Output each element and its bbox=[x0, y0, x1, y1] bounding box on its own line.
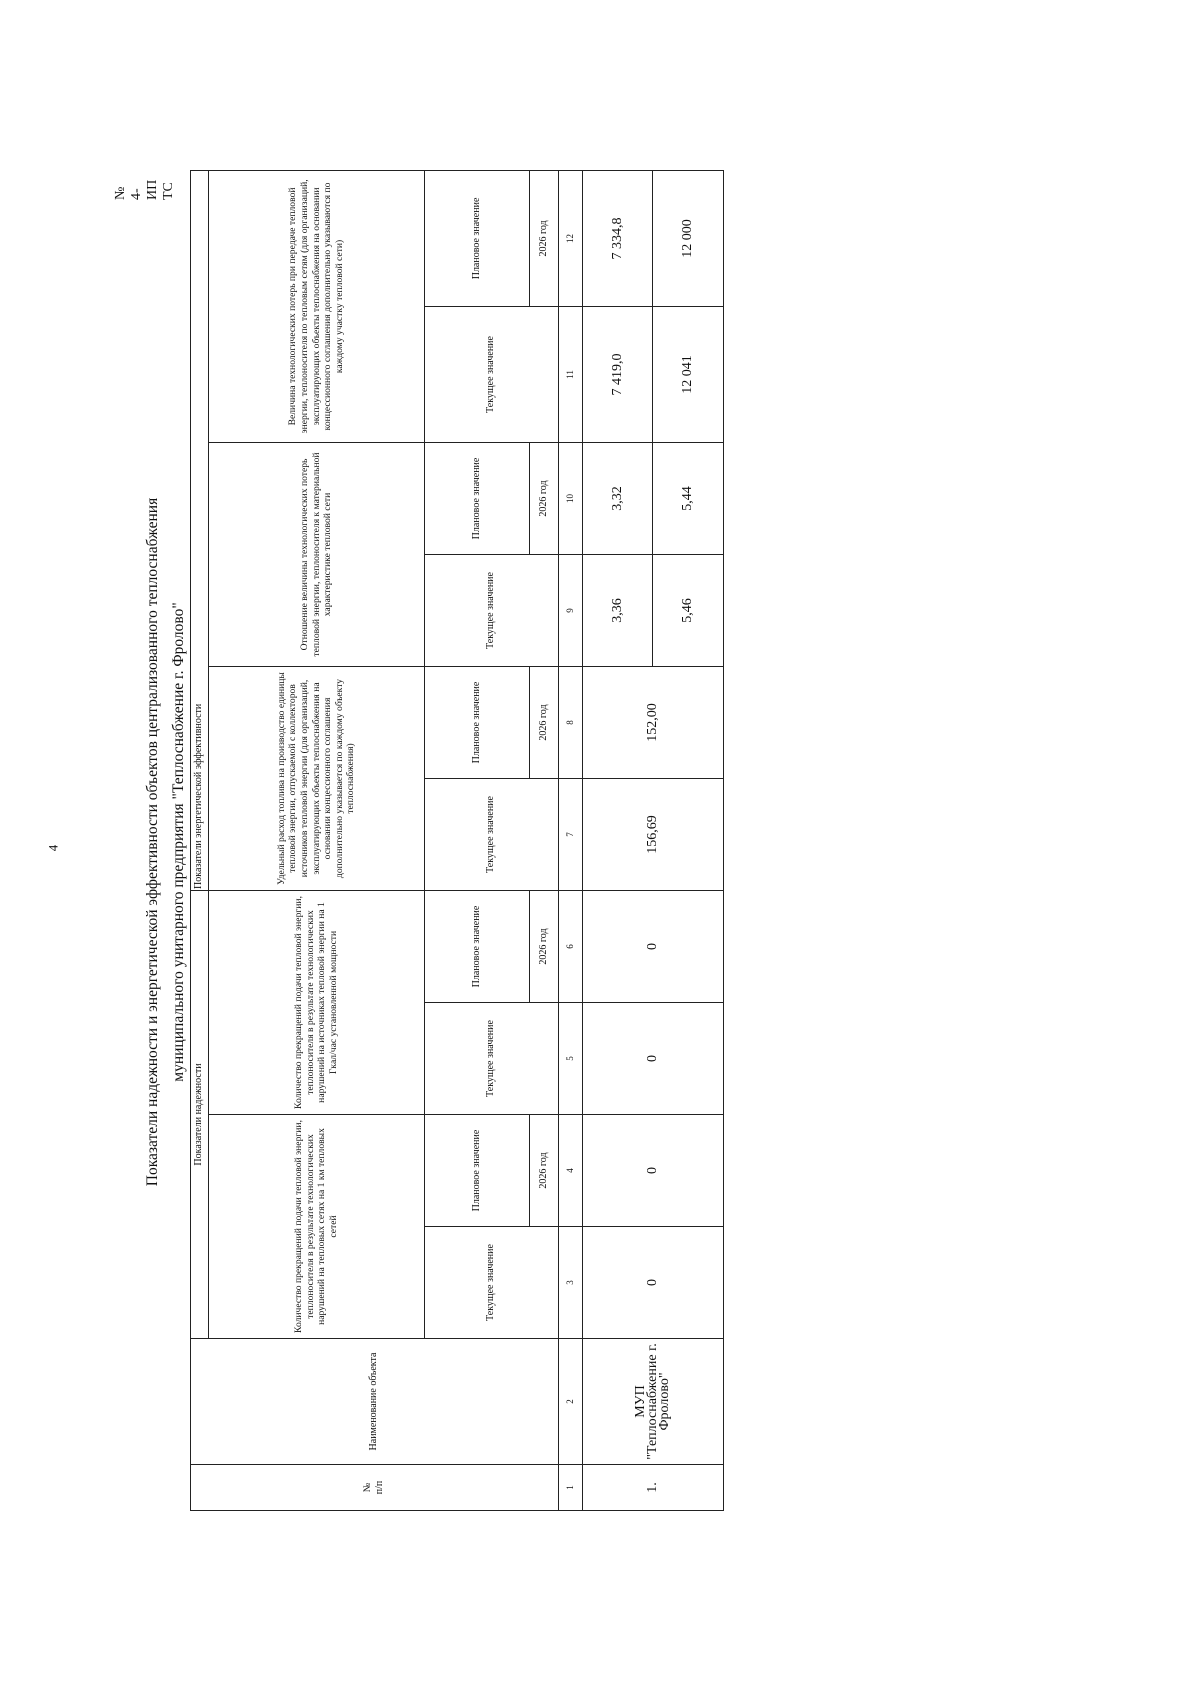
indicator-2-header: Количество прекращений подачи тепловой энергии, теплоносителя в результате технологических нарушений на источниках тепловой энергии на 1 Гкал/час установленной мощности bbox=[208, 890, 424, 1114]
value-col-5: 0 bbox=[582, 1003, 723, 1115]
group-reliability-header: Показатели надежности bbox=[191, 890, 209, 1338]
col-number: 10 bbox=[558, 442, 582, 554]
value-col-12-b: 12 000 bbox=[653, 170, 724, 306]
current-header-5: Текущее значение bbox=[424, 1003, 558, 1115]
value-col-10-b: 5,44 bbox=[653, 442, 724, 554]
col-number: 3 bbox=[558, 1227, 582, 1339]
col-number: 12 bbox=[558, 170, 582, 306]
indicator-4-header: Отношение величины технологических потерь тепловой энергии, теплоносителя к материальной характеристике тепловой сети bbox=[208, 442, 424, 666]
value-col-8: 152,00 bbox=[582, 666, 723, 778]
indicator-3-header: Удельный расход топлива на производство единицы тепловой энергии, отпускаемой с коллекторов источников тепловой энергии (для организаций, эксплуатирующих объекты теплоснабжения на основании концессионного соглашения дополнительно указывается по каждому объекту теплоснабжения) bbox=[208, 666, 424, 890]
planned-header-6: Плановое значение bbox=[424, 890, 529, 1002]
year-header-12: 2026 год bbox=[530, 170, 558, 306]
indicator-1-header: Количество прекращений подачи тепловой энергии, теплоносителя в результате технологических нарушений на тепловых сетях на 1 км тепловых сетей bbox=[208, 1115, 424, 1339]
current-header-9: Текущее значение bbox=[424, 554, 558, 666]
value-col-11-b: 12 041 bbox=[653, 306, 724, 442]
row-number: 1. bbox=[582, 1465, 723, 1511]
planned-header-12: Плановое значение bbox=[424, 170, 529, 306]
year-header-10: 2026 год bbox=[530, 442, 558, 554]
col-number: 9 bbox=[558, 554, 582, 666]
value-col-4: 0 bbox=[582, 1115, 723, 1227]
value-col-3: 0 bbox=[582, 1227, 723, 1339]
column-numbers-row bbox=[558, 170, 582, 1510]
col-number: 5 bbox=[558, 1003, 582, 1115]
current-header-7: Текущее значение bbox=[424, 778, 558, 890]
value-col-6: 0 bbox=[582, 890, 723, 1002]
col-number: 1 bbox=[558, 1465, 582, 1511]
rotated-page: № 4-ИП ТС Показатели надежности и энергетической эффективности объектов централизованного теплоснабжения муниципального унитарного предприятия "Теплоснабжение г. Фролово" № п/п Наименование объекта Показатели надежности Показатели энергетической эффективности Количество прекращений подачи тепловой энергии, теплоносителя в результате технологических нарушений на тепловых сетях на 1 км тепловых сетей Количество прекращений подачи тепловой энергии, теплоносителя в результате технологических нарушений на источниках тепловой энергии на 1 Гкал/час установленной мощности Удельный расход топлива на производство единицы тепловой энергии, отпускаемой с коллекторов источников тепловой энергии (для организаций, эксплуатирующих объекты теплоснабжения на основании концессионного соглашения дополнительно указывается по каждому объекту теплоснабжения) Отношение величины технологических потерь тепловой энергии, теплоносителя к материальной характеристике тепловой сети Величина технологических потерь при передаче тепловой энергии, теплоносителя по тепловым сетям (для организаций, эксплуатирующих объекты теплоснабжения на основании концессионного соглашения дополнительно указываются по каждому участку тепловой сети) Текущее значение Плановое значение Текущее значение Плановое значение Текущее значение Плановое значение Текущее значение Плановое значение Текущее значение Плановое значение 2026 год 2026 год 2026 год 2026 год 2026 год 1 2 3 4 5 6 7 8 9 10 11 12 1. МУП "Теплоснабжение г. Фролово" 0 0 0 0 156,69 152,00 3,36 3,32 7 419,0 7 334,8 5,46 5,44 12 041 12 000 bbox=[0, 0, 1200, 1697]
col-number: 4 bbox=[558, 1115, 582, 1227]
year-header-4: 2026 год bbox=[530, 1115, 558, 1227]
title-line-2: муниципального унитарного предприятия "Теплоснабжение г. Фролово" bbox=[170, 602, 187, 1082]
value-col-12-a: 7 334,8 bbox=[582, 170, 653, 306]
table-row bbox=[582, 170, 653, 1510]
object-name: МУП "Теплоснабжение г. Фролово" bbox=[582, 1339, 723, 1465]
current-header-3: Текущее значение bbox=[424, 1227, 558, 1339]
title-line-1: Показатели надежности и энергетической эффективности объектов централизованного теплоснабжения bbox=[144, 497, 161, 1187]
indicators-table bbox=[190, 170, 724, 1511]
col-number: 6 bbox=[558, 890, 582, 1002]
planned-header-8: Плановое значение bbox=[424, 666, 529, 778]
col-number: 2 bbox=[558, 1339, 582, 1465]
col-number: 11 bbox=[558, 306, 582, 442]
page-title bbox=[140, 172, 192, 1512]
current-header-11: Текущее значение bbox=[424, 306, 558, 442]
year-header-6: 2026 год bbox=[530, 890, 558, 1002]
col-no-header: № п/п bbox=[191, 1465, 559, 1511]
planned-header-10: Плановое значение bbox=[424, 442, 529, 554]
col-number: 8 bbox=[558, 666, 582, 778]
col-name-header: Наименование объекта bbox=[191, 1339, 559, 1465]
value-col-9-b: 5,46 bbox=[653, 554, 724, 666]
indicator-5-header: Величина технологических потерь при передаче тепловой энергии, теплоносителя по тепловым сетям (для организаций, эксплуатирующих объекты теплоснабжения на основании концессионного соглашения дополнительно указываются по каждому участку тепловой сети) bbox=[208, 170, 424, 442]
page-number: 4 bbox=[45, 844, 61, 852]
value-col-7: 156,69 bbox=[582, 778, 723, 890]
value-col-11-a: 7 419,0 bbox=[582, 306, 653, 442]
col-number: 7 bbox=[558, 778, 582, 890]
value-col-9-a: 3,36 bbox=[582, 554, 653, 666]
planned-header-4: Плановое значение bbox=[424, 1115, 529, 1227]
year-header-8: 2026 год bbox=[530, 666, 558, 778]
value-col-10-a: 3,32 bbox=[582, 442, 653, 554]
group-energy-header: Показатели энергетической эффективности bbox=[191, 170, 209, 890]
